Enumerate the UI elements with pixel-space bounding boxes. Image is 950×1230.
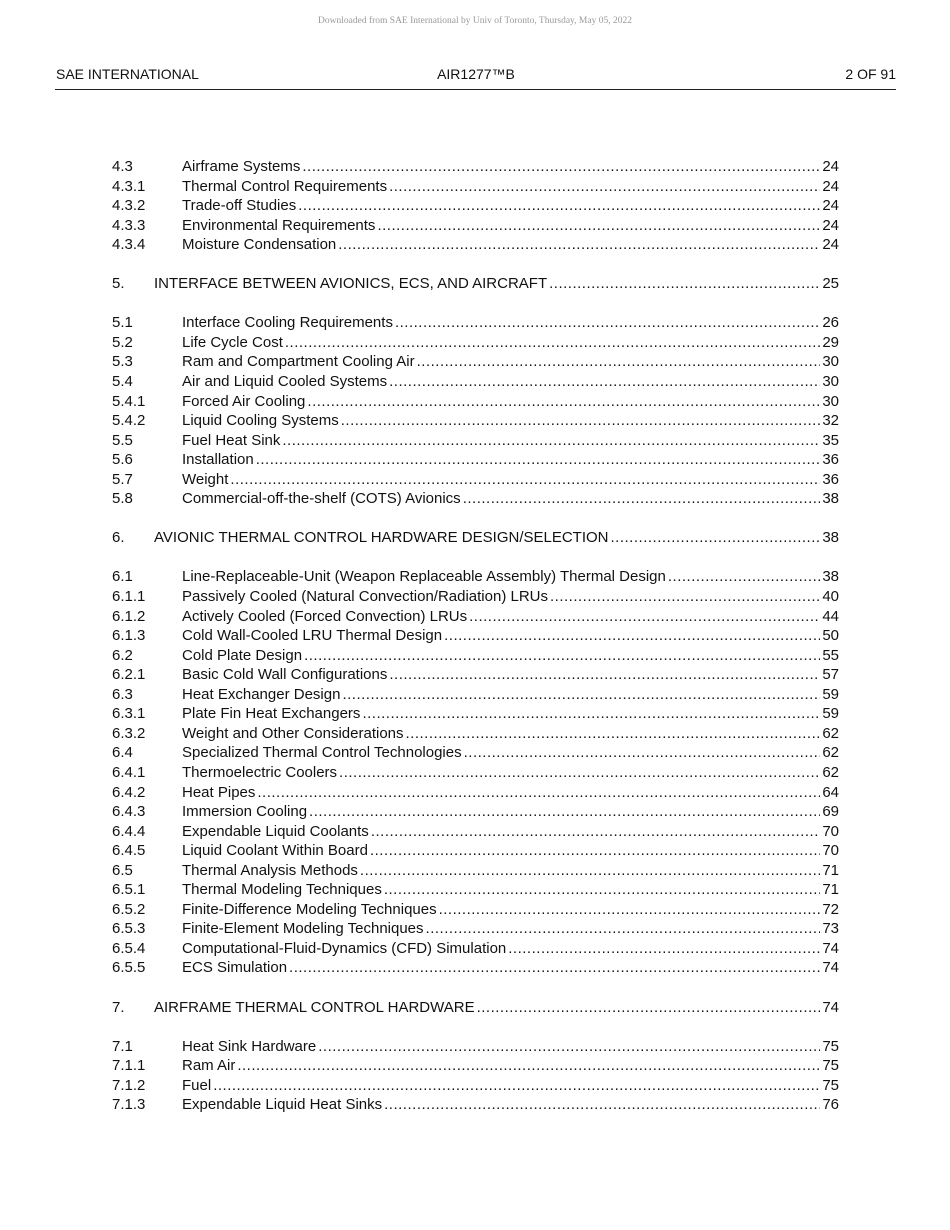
toc-entry-number: 5. [112, 275, 125, 293]
toc-leader-dots [417, 352, 821, 372]
toc-entry-page: 62 [822, 763, 839, 781]
toc-entry-page: 76 [822, 1096, 839, 1114]
toc-entry[interactable] [112, 665, 839, 685]
toc-entry-title: Life Cycle Cost [182, 333, 283, 351]
toc-leader-dots [257, 783, 820, 803]
toc-entry[interactable] [112, 450, 839, 470]
toc-entry-title: Trade-off Studies [182, 197, 297, 215]
toc-entry-page: 44 [822, 607, 839, 625]
toc-entry-title: Liquid Coolant Within Board [182, 842, 368, 860]
toc-entry[interactable] [112, 372, 839, 392]
toc-leader-dots [477, 998, 821, 1018]
toc-entry-number: 6.4.4 [112, 822, 146, 840]
toc-entry-title: AIRFRAME THERMAL CONTROL HARDWARE [154, 998, 475, 1016]
toc-entry-number: 6.5 [112, 861, 133, 879]
toc-entry-page: 25 [822, 275, 839, 293]
toc-entry-title: Cold Plate Design [182, 646, 303, 664]
toc-spacer [112, 255, 839, 275]
toc-entry[interactable] [112, 431, 839, 451]
toc-entry[interactable] [112, 392, 839, 412]
toc-entry-page: 24 [822, 216, 839, 234]
toc-entry-page: 29 [822, 333, 839, 351]
toc-entry-page: 38 [822, 529, 839, 547]
toc-leader-dots [377, 216, 820, 236]
toc-entry-page: 32 [822, 412, 839, 430]
toc-entry-page: 69 [822, 803, 839, 821]
toc-entry-page: 24 [822, 236, 839, 254]
toc-entry[interactable] [112, 685, 839, 705]
toc-leader-dots [237, 1056, 820, 1076]
toc-leader-dots [384, 880, 820, 900]
toc-entry-title: Commercial-off-the-shelf (COTS) Avionics [182, 490, 461, 508]
toc-leader-dots [549, 274, 820, 294]
toc-entry-number: 6.2 [112, 646, 133, 664]
toc-entry[interactable] [112, 470, 839, 490]
toc-entry-page: 70 [822, 822, 839, 840]
toc-entry-number: 4.3.1 [112, 177, 146, 195]
toc-entry-title: Basic Cold Wall Configurations [182, 666, 388, 684]
toc-entry-title: Line-Replaceable-Unit (Weapon Replaceable Assembly) Thermal Design [182, 568, 666, 586]
toc-spacer [112, 548, 839, 568]
toc-entry[interactable] [112, 1095, 839, 1115]
toc-entry-title: Weight and Other Considerations [182, 724, 404, 742]
toc-entry-title: Expendable Liquid Coolants [182, 822, 369, 840]
toc-entry-title: Moisture Condensation [182, 236, 337, 254]
toc-spacer [112, 509, 839, 529]
toc-entry[interactable] [112, 352, 839, 372]
toc-leader-dots [362, 704, 820, 724]
toc-entry[interactable] [112, 235, 839, 255]
toc-entry-page: 35 [822, 431, 839, 449]
toc-leader-dots [389, 372, 820, 392]
toc-leader-dots [309, 802, 820, 822]
toc-entry[interactable] [112, 607, 839, 627]
toc-entry-number: 7.1.2 [112, 1076, 146, 1094]
toc-entry-number: 6.1.1 [112, 588, 146, 606]
toc-entry[interactable] [112, 177, 839, 197]
toc-entry-title: ECS Simulation [182, 959, 288, 977]
toc-entry-number: 5.5 [112, 431, 133, 449]
toc-entry-number: 7. [112, 998, 125, 1016]
toc-leader-dots [463, 489, 821, 509]
toc-entry-title: Expendable Liquid Heat Sinks [182, 1096, 383, 1114]
toc-entry-number: 7.1.1 [112, 1057, 146, 1075]
toc-entry-number: 7.1 [112, 1037, 133, 1055]
toc-entry-page: 30 [822, 373, 839, 391]
toc-spacer [112, 978, 839, 998]
toc-entry-page: 75 [822, 1076, 839, 1094]
toc-entry-page: 55 [822, 646, 839, 664]
toc-section-entry[interactable] [112, 274, 839, 294]
toc-entry-title: Airframe Systems [182, 158, 301, 175]
toc-leader-dots [406, 724, 821, 744]
toc-entry-number: 4.3.4 [112, 236, 146, 254]
toc-entry-number: 5.6 [112, 451, 133, 469]
toc-entry[interactable] [112, 802, 839, 822]
toc-entry-number: 6.1 [112, 568, 133, 586]
toc-entry[interactable] [112, 1056, 839, 1076]
toc-entry-title: Plate Fin Heat Exchangers [182, 705, 361, 723]
page-number: 2 OF 91 [845, 66, 896, 82]
toc-entry-title: Computational-Fluid-Dynamics (CFD) Simulation [182, 939, 507, 957]
toc-entry-title: Passively Cooled (Natural Convection/Radiation) LRUs [182, 588, 548, 606]
toc-entry-title: Ram and Compartment Cooling Air [182, 353, 415, 371]
toc-entry-number: 6.5.1 [112, 881, 146, 899]
toc-entry-number: 6.3.2 [112, 724, 146, 742]
toc-entry[interactable] [112, 157, 839, 177]
toc-entry-title: Weight [182, 470, 229, 488]
toc-entry[interactable] [112, 880, 839, 900]
toc-entry-number: 5.7 [112, 470, 133, 488]
toc-leader-dots [289, 958, 820, 978]
toc-entry[interactable] [112, 743, 839, 763]
toc-entry-page: 38 [822, 568, 839, 586]
toc-entry[interactable] [112, 724, 839, 744]
toc-entry-title: Thermal Modeling Techniques [182, 881, 382, 899]
toc-spacer [112, 1017, 839, 1037]
toc-entry[interactable] [112, 1076, 839, 1096]
toc-entry[interactable] [112, 216, 839, 236]
toc-entry-title: Ram Air [182, 1057, 236, 1075]
toc-entry-page: 57 [822, 666, 839, 684]
toc-entry-page: 26 [822, 314, 839, 332]
toc-leader-dots [389, 665, 820, 685]
toc-entry-number: 5.2 [112, 333, 133, 351]
toc-leader-dots [285, 333, 820, 353]
toc-leader-dots [464, 743, 821, 763]
toc-entry[interactable] [112, 919, 839, 939]
toc-entry-title: Finite-Element Modeling Techniques [182, 920, 424, 938]
toc-entry-page: 36 [822, 470, 839, 488]
toc-entry[interactable] [112, 1037, 839, 1057]
toc-entry[interactable] [112, 763, 839, 783]
toc-entry-number: 6.4 [112, 744, 133, 762]
toc-entry-title: Actively Cooled (Forced Convection) LRUs [182, 607, 468, 625]
toc-entry-number: 5.4.1 [112, 392, 146, 410]
toc-leader-dots [338, 235, 820, 255]
toc-entry-page: 72 [822, 900, 839, 918]
toc-entry-title: Specialized Thermal Control Technologies [182, 744, 462, 762]
toc-leader-dots [384, 1095, 820, 1115]
toc-entry-title: Air and Liquid Cooled Systems [182, 373, 388, 391]
toc-entry[interactable] [112, 900, 839, 920]
toc-entry-title: AVIONIC THERMAL CONTROL HARDWARE DESIGN/SELECTION [154, 529, 609, 547]
toc-entry-page: 40 [822, 588, 839, 606]
toc-entry-page: 73 [822, 920, 839, 938]
toc-leader-dots [298, 196, 820, 216]
toc-entry-page: 24 [822, 197, 839, 215]
toc-entry-title: Installation [182, 451, 254, 469]
toc-entry-page: 30 [822, 353, 839, 371]
toc-leader-dots [339, 763, 820, 783]
toc-entry-title: Cold Wall-Cooled LRU Thermal Design [182, 627, 443, 645]
toc-entry-number: 6.2.1 [112, 666, 146, 684]
toc-entry-page: 70 [822, 842, 839, 860]
toc-leader-dots [439, 900, 821, 920]
toc-leader-dots [508, 939, 820, 959]
toc-entry-title: Thermal Analysis Methods [182, 861, 358, 879]
toc-entry-number: 4.3.2 [112, 197, 146, 215]
toc-entry-page: 24 [822, 177, 839, 195]
toc-entry-page: 62 [822, 744, 839, 762]
toc-entry[interactable] [112, 567, 839, 587]
toc-leader-dots [550, 587, 820, 607]
toc-entry[interactable] [112, 958, 839, 978]
toc-entry-title: Forced Air Cooling [182, 392, 306, 410]
toc-leader-dots [256, 450, 821, 470]
toc-entry-number: 6.1.2 [112, 607, 146, 625]
toc-leader-dots [426, 919, 821, 939]
toc-entry-number: 6.5.4 [112, 939, 146, 957]
toc-leader-dots [389, 177, 820, 197]
toc-leader-dots [304, 646, 820, 666]
toc-entry-number: 6.5.5 [112, 959, 146, 977]
toc-entry-number: 4.3.3 [112, 216, 146, 234]
toc-entry-title: Thermal Control Requirements [182, 177, 388, 195]
toc-entry-page: 62 [822, 724, 839, 742]
toc-entry-number: 5.3 [112, 353, 133, 371]
toc-leader-dots [611, 528, 821, 548]
toc-leader-dots [360, 861, 820, 881]
toc-entry-title: INTERFACE BETWEEN AVIONICS, ECS, AND AIRCRAFT [154, 275, 548, 293]
toc-entry[interactable] [112, 587, 839, 607]
toc-entry-number: 6.5.2 [112, 900, 146, 918]
publisher-name: SAE INTERNATIONAL [56, 66, 199, 82]
toc-entry[interactable] [112, 626, 839, 646]
toc-entry-page: 75 [822, 1037, 839, 1055]
toc-entry-page: 71 [822, 861, 839, 879]
toc-leader-dots [370, 841, 820, 861]
toc-entry-title: Heat Exchanger Design [182, 685, 341, 703]
toc-entry-title: Thermoelectric Coolers [182, 763, 338, 781]
toc-entry-number: 6.4.1 [112, 763, 146, 781]
toc-entry[interactable] [112, 489, 839, 509]
toc-entry-page: 74 [822, 998, 839, 1016]
toc-spacer [112, 294, 839, 314]
toc-entry-title: Fuel Heat Sink [182, 431, 281, 449]
toc-leader-dots [342, 685, 820, 705]
toc-entry-title: Interface Cooling Requirements [182, 314, 393, 332]
toc-entry[interactable] [112, 861, 839, 881]
toc-entry-number: 6.5.3 [112, 920, 146, 938]
toc-entry[interactable] [112, 411, 839, 431]
toc-entry-number: 6.4.5 [112, 842, 146, 860]
toc-leader-dots [469, 607, 820, 627]
toc-entry-title: Heat Sink Hardware [182, 1037, 317, 1055]
toc-entry-number: 7.1.3 [112, 1096, 146, 1114]
toc-entry-title: Heat Pipes [182, 783, 256, 801]
toc-entry-page: 36 [822, 451, 839, 469]
toc-leader-dots [371, 822, 821, 842]
toc-entry-number: 6.4.2 [112, 783, 146, 801]
toc-entry-page: 74 [822, 959, 839, 977]
toc-entry[interactable] [112, 822, 839, 842]
toc-leader-dots [318, 1037, 820, 1057]
toc-entry-number: 5.4.2 [112, 412, 146, 430]
toc-entry-number: 6.3.1 [112, 705, 146, 723]
toc-entry-page: 75 [822, 1057, 839, 1075]
toc-entry-number: 4.3 [112, 158, 133, 175]
toc-entry-page: 30 [822, 392, 839, 410]
toc-entry-title: Immersion Cooling [182, 803, 308, 821]
toc-entry-page: 74 [822, 939, 839, 957]
toc-entry[interactable] [112, 333, 839, 353]
toc-entry[interactable] [112, 313, 839, 333]
toc-leader-dots [668, 567, 820, 587]
toc-entry-page: 38 [822, 490, 839, 508]
toc-entry-title: Finite-Difference Modeling Techniques [182, 900, 437, 918]
toc-entry-number: 6.3 [112, 685, 133, 703]
toc-entry-title: Environmental Requirements [182, 216, 376, 234]
toc-section-entry[interactable] [112, 998, 839, 1018]
toc-entry-page: 71 [822, 881, 839, 899]
toc-entry[interactable] [112, 646, 839, 666]
page-header [56, 66, 896, 86]
table-of-contents [112, 157, 839, 1115]
toc-entry-number: 6.1.3 [112, 627, 146, 645]
toc-leader-dots [341, 411, 821, 431]
toc-entry-title: Liquid Cooling Systems [182, 412, 339, 430]
toc-leader-dots [282, 431, 820, 451]
toc-entry[interactable] [112, 704, 839, 724]
toc-leader-dots [230, 470, 820, 490]
toc-entry-page: 59 [822, 685, 839, 703]
toc-entry-page: 59 [822, 705, 839, 723]
toc-leader-dots [307, 392, 820, 412]
toc-entry-page: 50 [822, 627, 839, 645]
toc-entry-number: 5.8 [112, 490, 133, 508]
toc-leader-dots [213, 1076, 820, 1096]
document-id: AIR1277™B [437, 66, 515, 82]
toc-entry[interactable] [112, 939, 839, 959]
download-watermark: Downloaded from SAE International by Univ of Toronto, Thursday, May 05, 2022 [318, 16, 632, 26]
toc-entry[interactable] [112, 841, 839, 861]
toc-entry-title: Fuel [182, 1076, 212, 1094]
toc-entry-page: 24 [822, 158, 839, 175]
toc-entry[interactable] [112, 783, 839, 803]
toc-leader-dots [395, 313, 820, 333]
toc-section-entry[interactable] [112, 528, 839, 548]
toc-entry-page: 64 [822, 783, 839, 801]
toc-leader-dots [444, 626, 820, 646]
toc-entry-number: 5.1 [112, 314, 133, 332]
toc-leader-dots [302, 157, 820, 177]
header-rule [55, 89, 896, 90]
toc-entry-number: 6. [112, 529, 125, 547]
toc-entry[interactable] [112, 196, 839, 216]
toc-entry-number: 6.4.3 [112, 803, 146, 821]
toc-entry-number: 5.4 [112, 373, 133, 391]
